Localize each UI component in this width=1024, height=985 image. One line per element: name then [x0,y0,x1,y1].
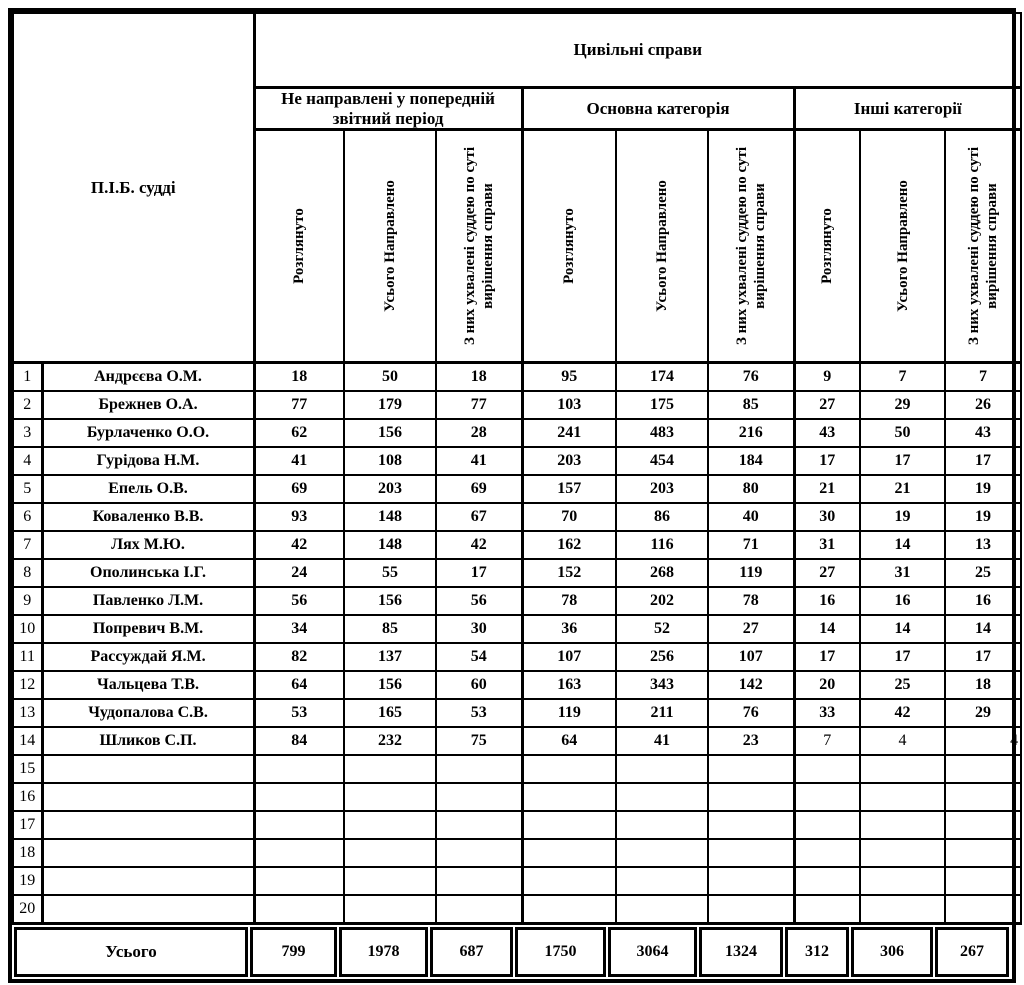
value-cell: 69 [254,475,344,503]
value-cell: 16 [945,587,1021,615]
value-cell: 31 [860,559,945,587]
group-header-main-category: Основна категорія [522,88,794,130]
value-cell: 54 [436,643,522,671]
totals-row [12,925,1012,979]
value-cell: 163 [522,671,616,699]
judge-name: Чудопалова С.В. [42,699,254,727]
value-cell [344,839,436,867]
value-cell: 203 [522,447,616,475]
value-cell: 175 [616,391,708,419]
judge-name: Ополинська І.Г. [42,559,254,587]
totals-value: 3064 [608,927,697,977]
judges-civil-cases-table [12,12,1022,925]
value-cell: 53 [436,699,522,727]
value-cell: 157 [522,475,616,503]
value-cell [616,839,708,867]
value-cell: 256 [616,643,708,671]
value-cell: 26 [945,391,1021,419]
column-header-total-sent: Усього Направлено [894,180,911,312]
table-row [13,363,1021,392]
row-number: 3 [13,419,42,447]
table-row [13,867,1021,895]
column-header-decided-on-merits: З них ухвалені суддею по суті вирішення справи [461,147,496,346]
value-cell: 137 [344,643,436,671]
value-cell: 28 [436,419,522,447]
value-cell [794,895,860,924]
value-cell: 21 [860,475,945,503]
value-cell: 84 [254,727,344,755]
value-cell: 64 [254,671,344,699]
row-number: 6 [13,503,42,531]
row-number: 7 [13,531,42,559]
value-cell: 67 [436,503,522,531]
totals-value: 1978 [339,927,428,977]
row-number: 18 [13,839,42,867]
table-row [13,727,1021,755]
table-row [13,895,1021,924]
value-cell: 165 [344,699,436,727]
value-cell: 202 [616,587,708,615]
corner-header-judge-name: П.І.Б. судді [13,13,254,363]
judge-name [42,867,254,895]
value-cell [254,839,344,867]
table-row [13,811,1021,839]
value-cell: 107 [708,643,794,671]
value-cell [794,755,860,783]
judge-name: Бурлаченко О.О. [42,419,254,447]
value-cell: 16 [860,587,945,615]
table-row [13,587,1021,615]
totals-value: 1750 [515,927,606,977]
value-cell: 23 [708,727,794,755]
value-cell: 156 [344,419,436,447]
column-header-total-sent: Усього Направлено [654,180,671,312]
table-row [13,783,1021,811]
value-cell [522,755,616,783]
value-cell: 14 [860,531,945,559]
value-cell [344,783,436,811]
value-cell: 27 [708,615,794,643]
value-cell: 17 [860,643,945,671]
value-cell [945,839,1021,867]
value-cell: 42 [254,531,344,559]
value-cell: 179 [344,391,436,419]
table-row [13,615,1021,643]
value-cell: 75 [436,727,522,755]
totals-value: 312 [785,927,849,977]
value-cell: 41 [436,447,522,475]
value-cell: 42 [436,531,522,559]
value-cell [254,755,344,783]
value-cell [860,783,945,811]
value-cell: 7 [945,363,1021,392]
value-cell: 483 [616,419,708,447]
value-cell: 85 [344,615,436,643]
value-cell [436,783,522,811]
row-number: 19 [13,867,42,895]
value-cell: 17 [860,447,945,475]
row-number: 11 [13,643,42,671]
value-cell [860,895,945,924]
value-cell: 50 [860,419,945,447]
value-cell: 268 [616,559,708,587]
value-cell [708,783,794,811]
value-cell: 95 [522,363,616,392]
value-cell: 162 [522,531,616,559]
value-cell [860,867,945,895]
value-cell: 17 [945,643,1021,671]
table-row [13,447,1021,475]
judge-name: Рассуждай Я.М. [42,643,254,671]
row-number: 4 [13,447,42,475]
judge-name: Андрєєва О.М. [42,363,254,392]
judge-name: Коваленко В.В. [42,503,254,531]
row-number: 10 [13,615,42,643]
value-cell: 211 [616,699,708,727]
value-cell [794,783,860,811]
value-cell: 41 [616,727,708,755]
value-cell [794,867,860,895]
value-cell: 30 [436,615,522,643]
value-cell: 64 [522,727,616,755]
value-cell: 78 [522,587,616,615]
table-row [13,839,1021,867]
judge-name: Гурідова Н.М. [42,447,254,475]
table-row [13,755,1021,783]
value-cell [860,811,945,839]
header-row-top [13,13,1021,88]
table-row [13,531,1021,559]
value-cell: 34 [254,615,344,643]
value-cell: 33 [794,699,860,727]
row-number: 16 [13,783,42,811]
column-header-reviewed: Розглянуто [819,208,836,284]
value-cell: 76 [708,363,794,392]
value-cell: 93 [254,503,344,531]
table-row [13,503,1021,531]
value-cell [945,867,1021,895]
value-cell [344,867,436,895]
table-row [13,475,1021,503]
judge-name [42,839,254,867]
value-cell [945,895,1021,924]
value-cell [436,755,522,783]
value-cell: 142 [708,671,794,699]
value-cell: 216 [708,419,794,447]
value-cell: 77 [254,391,344,419]
value-cell: 55 [344,559,436,587]
value-cell: 13 [945,531,1021,559]
value-cell: 7 [860,363,945,392]
value-cell: 27 [794,391,860,419]
value-cell [708,755,794,783]
value-cell: 60 [436,671,522,699]
row-number: 8 [13,559,42,587]
group-header-other-categories: Інші категорії [794,88,1021,130]
value-cell: 31 [794,531,860,559]
value-cell: 50 [344,363,436,392]
value-cell [708,895,794,924]
value-cell: 43 [945,419,1021,447]
value-cell [436,867,522,895]
value-cell [616,755,708,783]
value-cell: 18 [436,363,522,392]
column-header-decided-on-merits: З них ухвалені суддею по суті вирішення справи [733,147,768,346]
value-cell: 9 [794,363,860,392]
row-number: 12 [13,671,42,699]
value-cell: 41 [254,447,344,475]
value-cell: 25 [860,671,945,699]
value-cell: 19 [860,503,945,531]
value-cell [945,783,1021,811]
row-number: 15 [13,755,42,783]
value-cell [254,783,344,811]
value-cell [708,867,794,895]
value-cell [522,867,616,895]
value-cell: 36 [522,615,616,643]
value-cell: 29 [860,391,945,419]
value-cell [616,867,708,895]
judge-name: Чальцева Т.В. [42,671,254,699]
value-cell [522,839,616,867]
judge-name [42,895,254,924]
table-row [13,699,1021,727]
value-cell: 107 [522,643,616,671]
value-cell: 17 [436,559,522,587]
value-cell [794,811,860,839]
value-cell [344,895,436,924]
value-cell: 14 [860,615,945,643]
value-cell: 14 [945,615,1021,643]
value-cell [522,895,616,924]
judge-name: Епель О.В. [42,475,254,503]
table-row [13,671,1021,699]
value-cell [436,811,522,839]
value-cell: 19 [945,503,1021,531]
row-number: 9 [13,587,42,615]
judge-name [42,755,254,783]
top-header-civil-cases: Цивільні справи [254,13,1021,88]
value-cell [254,867,344,895]
value-cell [945,755,1021,783]
value-cell [616,783,708,811]
value-cell [860,755,945,783]
value-cell [344,755,436,783]
totals-value: 1324 [699,927,783,977]
value-cell: 116 [616,531,708,559]
column-header-decided-on-merits: З них ухвалені суддею по суті вирішення справи [966,147,1001,346]
row-number: 2 [13,391,42,419]
value-cell: 119 [708,559,794,587]
column-header-reviewed: Розглянуто [561,208,578,284]
value-cell [436,895,522,924]
judge-name [42,811,254,839]
value-cell: 52 [616,615,708,643]
value-cell: 241 [522,419,616,447]
value-cell [522,811,616,839]
value-cell: 174 [616,363,708,392]
value-cell: 108 [344,447,436,475]
value-cell: 148 [344,503,436,531]
value-cell: 156 [344,587,436,615]
value-cell: 56 [254,587,344,615]
value-cell: 184 [708,447,794,475]
judge-name: Лях М.Ю. [42,531,254,559]
row-number: 20 [13,895,42,924]
value-cell: 203 [344,475,436,503]
value-cell: 343 [616,671,708,699]
value-cell: 43 [794,419,860,447]
value-cell: 152 [522,559,616,587]
value-cell [794,839,860,867]
judge-name: Попревич В.М. [42,615,254,643]
value-cell: 21 [794,475,860,503]
value-cell: 85 [708,391,794,419]
value-cell [708,811,794,839]
value-cell [522,783,616,811]
value-cell: 14 [794,615,860,643]
table-body [13,363,1021,924]
value-cell: 86 [616,503,708,531]
value-cell: 78 [708,587,794,615]
value-cell [616,811,708,839]
totals-value: 267 [935,927,1009,977]
table-row [13,419,1021,447]
value-cell: 77 [436,391,522,419]
value-cell: 71 [708,531,794,559]
value-cell: 17 [794,643,860,671]
judge-name: Брежнев О.А. [42,391,254,419]
value-cell: 156 [344,671,436,699]
value-cell: 148 [344,531,436,559]
value-cell: 119 [522,699,616,727]
value-cell: 232 [344,727,436,755]
row-number: 13 [13,699,42,727]
group-header-not-forwarded: Не направлені у попередній звітний період [254,88,522,130]
table-row [13,391,1021,419]
value-cell: 4 [945,727,1021,755]
value-cell [945,811,1021,839]
value-cell [616,895,708,924]
row-number: 14 [13,727,42,755]
value-cell: 4 [860,727,945,755]
value-cell [254,811,344,839]
value-cell: 17 [794,447,860,475]
value-cell: 27 [794,559,860,587]
value-cell: 7 [794,727,860,755]
value-cell: 70 [522,503,616,531]
judge-name [42,783,254,811]
row-number: 1 [13,363,42,392]
value-cell: 76 [708,699,794,727]
totals-value: 799 [250,927,337,977]
row-number: 17 [13,811,42,839]
value-cell: 30 [794,503,860,531]
value-cell: 40 [708,503,794,531]
value-cell: 42 [860,699,945,727]
value-cell: 53 [254,699,344,727]
table-row [13,559,1021,587]
totals-value: 306 [851,927,933,977]
value-cell [344,811,436,839]
value-cell: 16 [794,587,860,615]
totals-value: 687 [430,927,513,977]
value-cell: 17 [945,447,1021,475]
value-cell: 18 [945,671,1021,699]
value-cell [254,895,344,924]
value-cell: 103 [522,391,616,419]
value-cell: 82 [254,643,344,671]
table-row [13,643,1021,671]
value-cell: 24 [254,559,344,587]
value-cell: 80 [708,475,794,503]
value-cell: 25 [945,559,1021,587]
value-cell [708,839,794,867]
column-header-total-sent: Усього Направлено [382,180,399,312]
judge-name: Павленко Л.М. [42,587,254,615]
totals-label: Усього [14,927,248,977]
value-cell: 29 [945,699,1021,727]
value-cell: 19 [945,475,1021,503]
value-cell [860,839,945,867]
value-cell: 62 [254,419,344,447]
value-cell: 56 [436,587,522,615]
value-cell: 69 [436,475,522,503]
value-cell: 18 [254,363,344,392]
value-cell: 203 [616,475,708,503]
row-number: 5 [13,475,42,503]
value-cell [436,839,522,867]
column-header-reviewed: Розглянуто [291,208,308,284]
judge-name: Шликов С.П. [42,727,254,755]
value-cell: 454 [616,447,708,475]
value-cell: 20 [794,671,860,699]
report-table-frame [8,8,1019,983]
